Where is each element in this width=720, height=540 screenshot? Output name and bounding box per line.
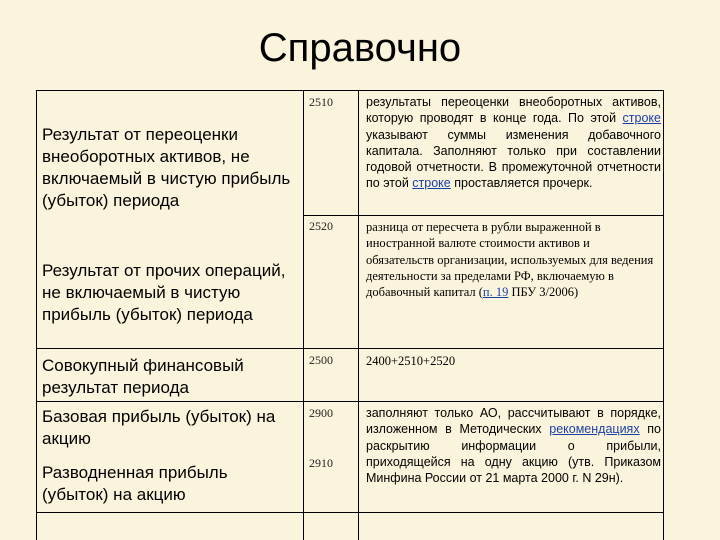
row-description	[366, 353, 658, 369]
page-title: Справочно	[258, 26, 462, 70]
description-text: указывают суммы изменения добавочного капитала. Заполняют только при составлении годовой отчетности. В промежуточной отчетности по этой	[366, 127, 661, 191]
row-code: 2900	[309, 406, 333, 420]
description-text: 2400+2510+2520	[366, 354, 456, 368]
row-description	[366, 94, 661, 192]
table-border-left	[36, 90, 37, 540]
row-description	[366, 219, 658, 300]
description-text: ПБУ 3/2006)	[508, 285, 579, 300]
description-text: заполняют только АО, рассчитывают в порядке, изложенном в Методических	[366, 406, 661, 437]
row-name: Результат от переоценки внеоборотных активов, не включаемый в чистую прибыль (убыток) периода	[42, 125, 291, 210]
description-text: результаты переоценки внеоборотных активов, которую проводят в конце года. По этой	[366, 95, 661, 126]
table-border-right	[663, 90, 664, 540]
reference-link[interactable]: рекомендациях	[549, 422, 640, 437]
row-divider	[36, 348, 663, 349]
description-text: разница от пересчета в рубли выраженной в иностранной валюте стоимости активов и обязательств организации, используемых для ведения деятельности за пределами РФ, включаемую в добавочный капитал (	[366, 220, 654, 300]
reference-link[interactable]: п. 19	[482, 285, 509, 300]
row-name: Совокупный финансовый результат периода	[42, 356, 244, 397]
row-divider	[36, 401, 663, 402]
reference-link[interactable]: строке	[412, 176, 451, 191]
row-code: 2910	[309, 456, 333, 470]
column-divider	[303, 90, 304, 540]
row-divider	[36, 512, 663, 513]
description-text: проставляется прочерк.	[450, 176, 593, 191]
reference-link[interactable]: строке	[622, 111, 661, 126]
row-name: Результат от прочих операций, не включаемый в чистую прибыль (убыток) периода	[42, 261, 286, 324]
row-code: 2500	[309, 353, 333, 367]
column-divider	[358, 90, 359, 540]
row-name: Базовая прибыль (убыток) на акцию	[42, 407, 276, 448]
row-description	[366, 405, 661, 486]
row-code: 2510	[309, 95, 333, 109]
table-border-top	[36, 90, 663, 91]
description-text: по раскрытию информации о прибыли, приходящейся на одну акцию (утв. Приказом Минфина России от 21 марта 2000 г. N 29н).	[366, 422, 661, 486]
row-divider	[303, 215, 663, 216]
row-code: 2520	[309, 219, 333, 233]
row-name: Разводненная прибыль (убыток) на акцию	[42, 463, 228, 504]
